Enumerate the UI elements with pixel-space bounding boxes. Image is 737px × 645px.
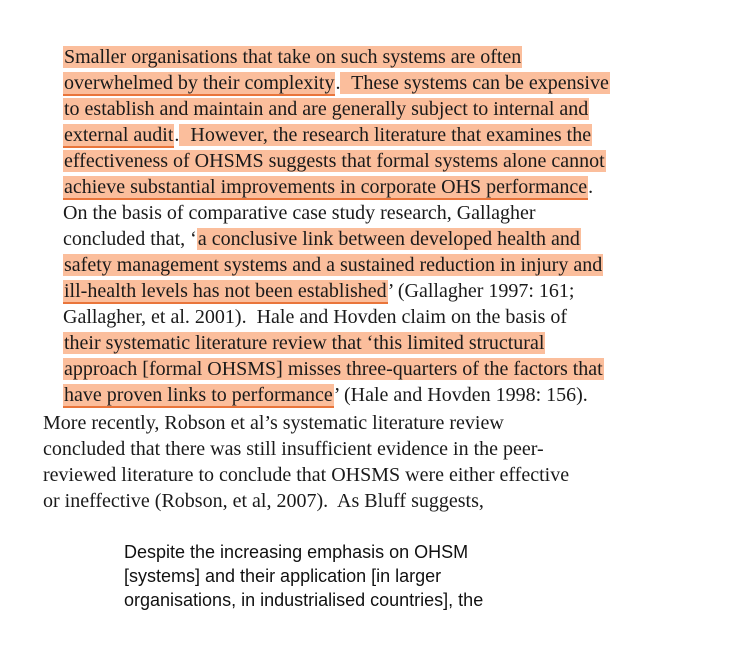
paragraph-line — [43, 96, 592, 146]
paragraph-line — [43, 278, 568, 328]
block-quote-line: [systems] and their application [in larger — [124, 566, 442, 586]
highlighted-text: safety management systems and a sustained reduction in injury and — [64, 254, 603, 276]
paragraph-line: More recently, Robson et al’s systematic literature review — [43, 412, 504, 434]
highlighted-underlined-text: ill-health levels has not been established — [64, 280, 387, 302]
paragraph-line: concluded that there was still insufficient evidence in the peer- — [43, 438, 544, 460]
plain-text: ’ (Gallagher 1997: 161; — [387, 280, 575, 302]
highlighted-underlined-text: have proven links to performance — [64, 384, 333, 406]
highlighted-text: However, the research literature that examines the — [180, 124, 592, 146]
paragraph-line: reviewed literature to conclude that OHSMS were either effective — [43, 464, 570, 486]
highlighted-text: their systematic literature review that ‘this limited structural — [64, 332, 545, 354]
paragraph-line — [43, 252, 575, 302]
paragraph-line — [43, 356, 588, 406]
plain-text: . — [588, 176, 594, 198]
paragraph-line — [43, 70, 589, 120]
highlighted-text: approach [formal OHSMS] misses three-quarters of the factors that — [64, 358, 603, 380]
paragraph-line — [43, 200, 581, 250]
block-quote-line: organisations, in industrialised countries], the — [124, 590, 484, 610]
block-quote-line: Despite the increasing emphasis on OHSM — [124, 542, 469, 562]
plain-text: Gallagher, et al. 2001). Hale and Hovden claim on the basis of — [63, 306, 568, 328]
highlighted-text: These systems can be expensive — [341, 72, 609, 94]
highlighted-underlined-text: achieve substantial improvements in corporate OHS performance — [64, 176, 588, 198]
paragraph-line — [43, 174, 536, 224]
paragraph-line — [43, 44, 610, 94]
plain-text: . — [174, 124, 180, 146]
paragraph-line — [43, 18, 522, 68]
highlighted-underlined-text: external audit — [64, 124, 174, 146]
highlighted-text: a conclusive link between developed health and — [197, 228, 580, 250]
paragraph-line: or ineffective (Robson, et al, 2007). As Bluff suggests, — [43, 490, 484, 512]
plain-text: concluded that, ‘ — [63, 228, 197, 250]
highlighted-text: Smaller organisations that take on such systems are often — [64, 46, 522, 68]
paragraph-line — [43, 304, 545, 354]
highlighted-text: to establish and maintain and are generally subject to internal and — [64, 98, 589, 120]
plain-text: ’ (Hale and Hovden 1998: 156). — [333, 384, 588, 406]
paragraph-line — [43, 122, 606, 172]
paragraph-line — [43, 226, 603, 276]
highlighted-underlined-text: overwhelmed by their complexity — [64, 72, 335, 94]
highlighted-text: effectiveness of OHSMS suggests that formal systems alone cannot — [64, 150, 605, 172]
paragraph-line — [43, 148, 594, 198]
paragraph-line — [43, 330, 604, 380]
plain-text: On the basis of comparative case study research, Gallagher — [63, 202, 536, 224]
plain-text: . — [335, 72, 341, 94]
